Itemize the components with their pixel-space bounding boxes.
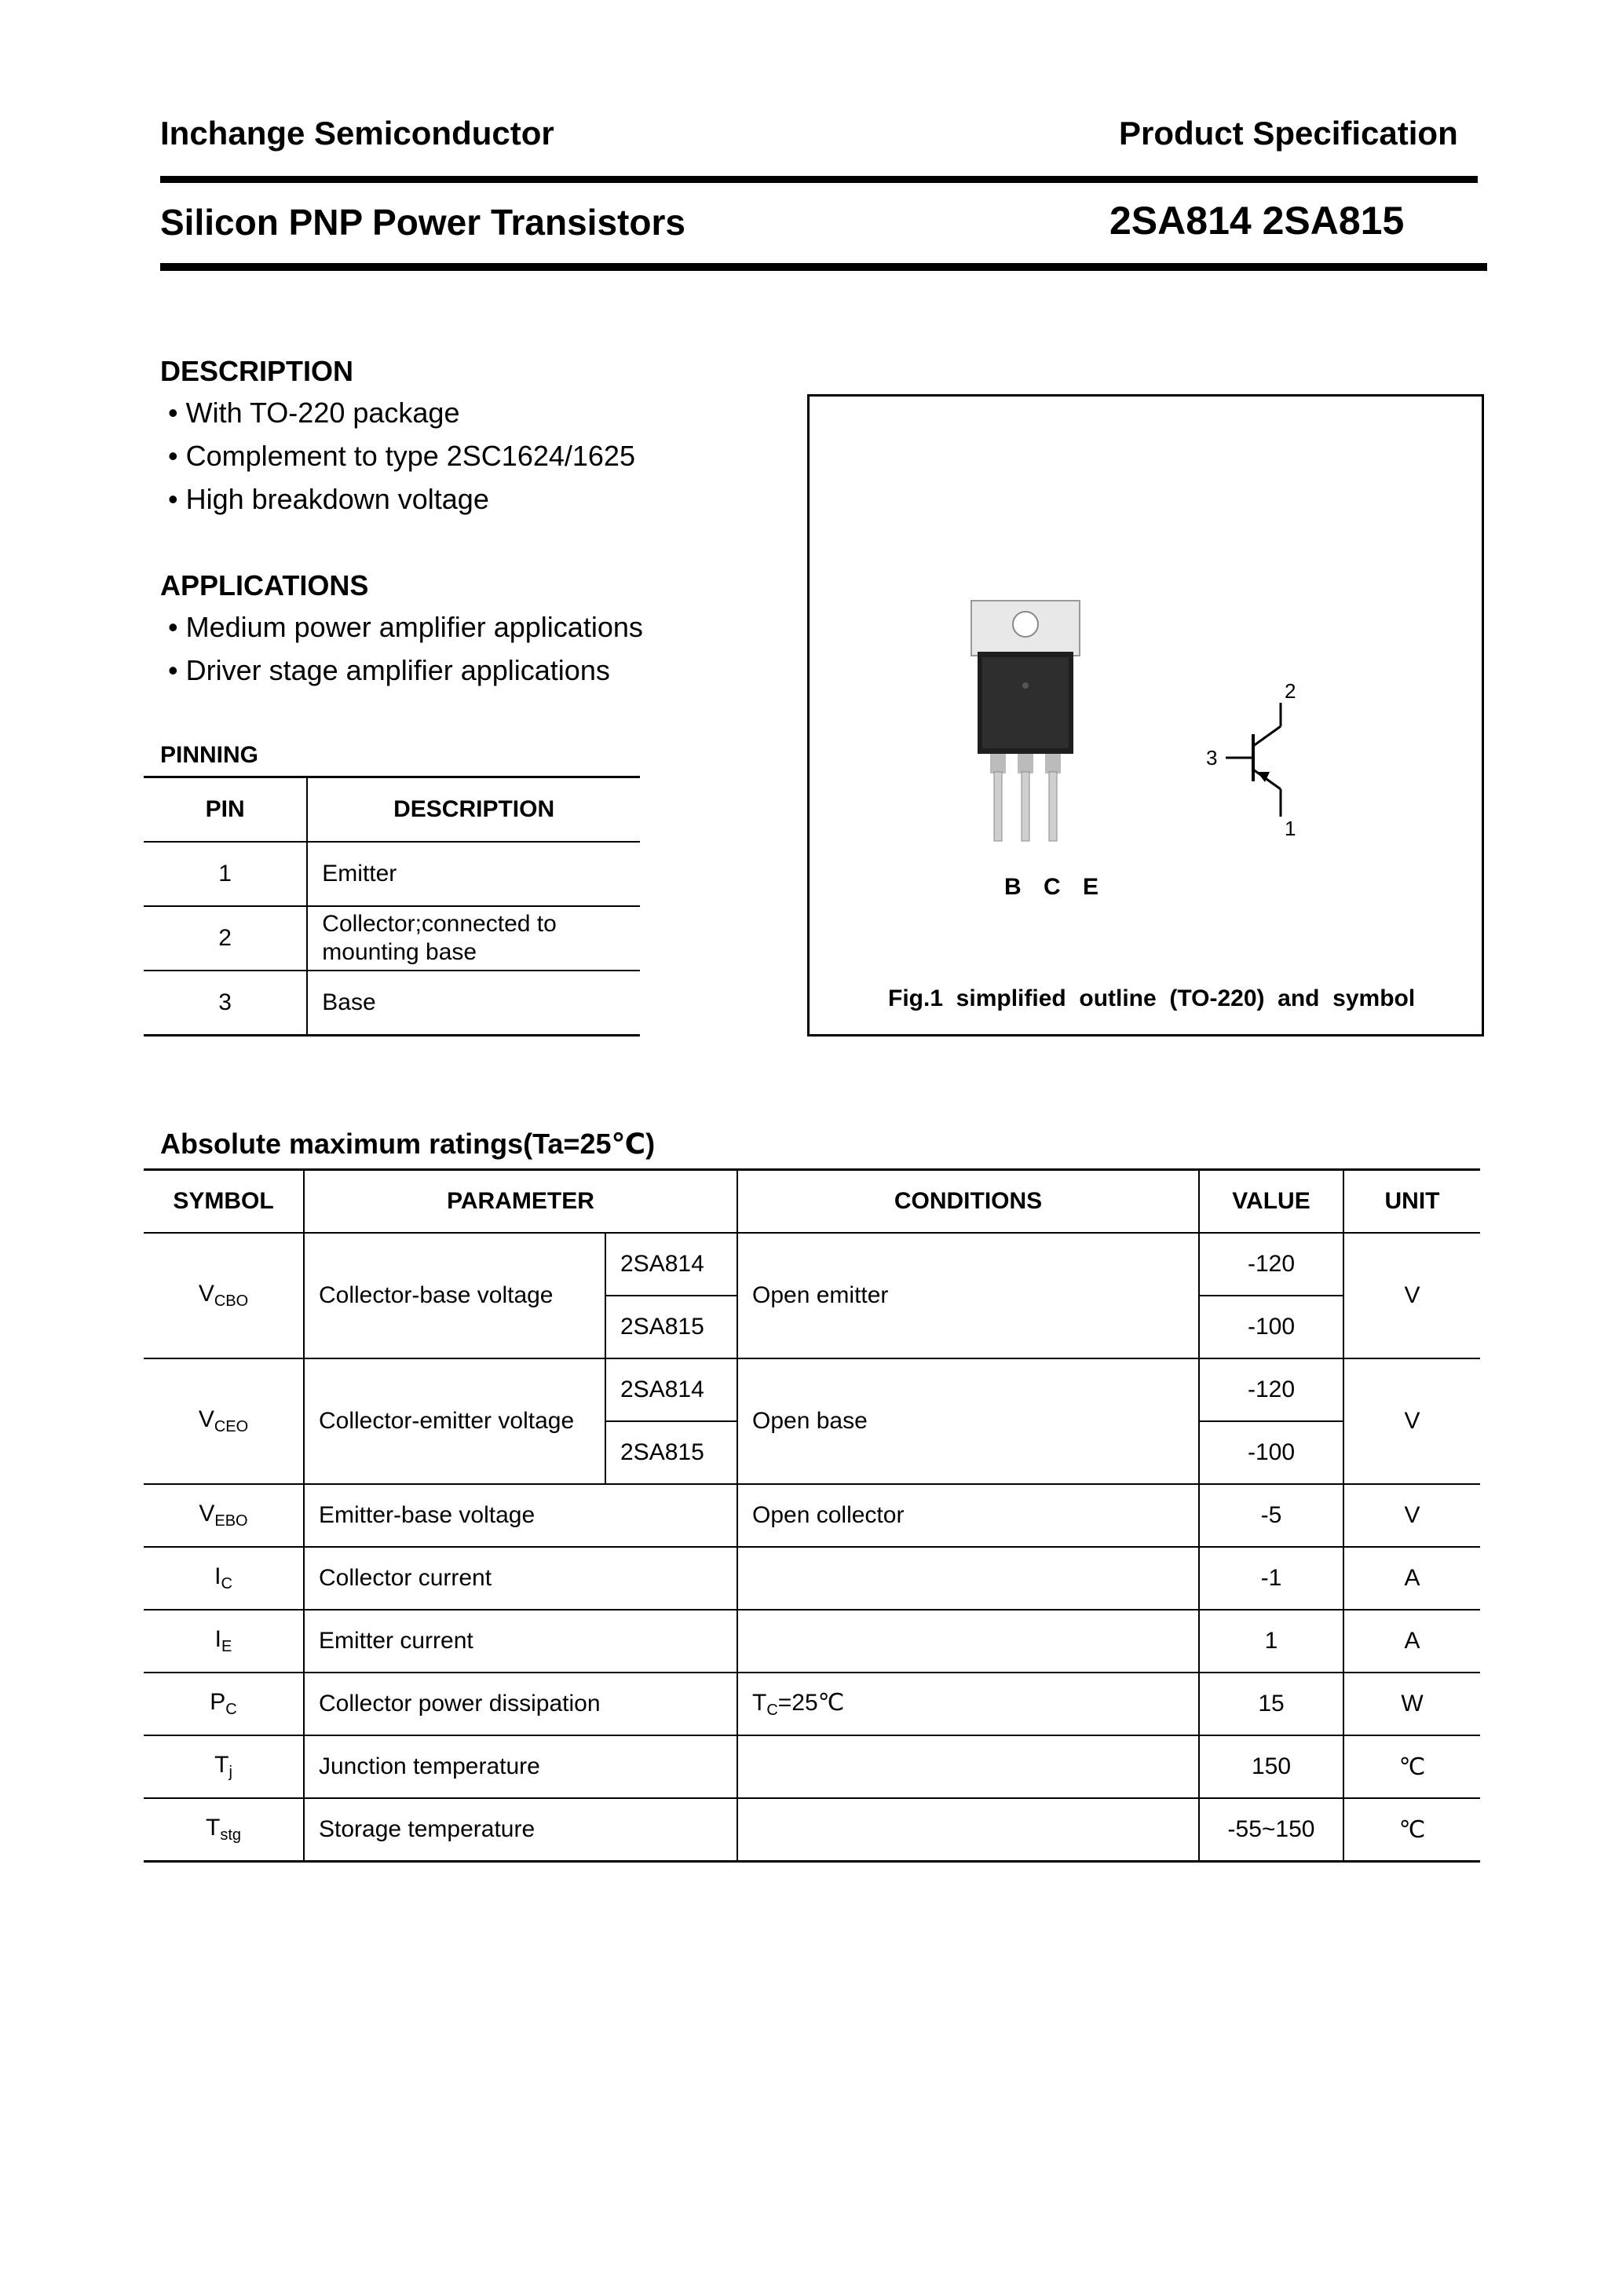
pin-description: Collector;connected to mounting base bbox=[307, 906, 640, 971]
table-row bbox=[144, 1673, 1480, 1735]
applications-title: APPLICATIONS bbox=[160, 569, 369, 601]
unit-cell: ℃ bbox=[1343, 1798, 1480, 1862]
ratings-title: Absolute maximum ratings(Ta=25℃) bbox=[160, 1128, 656, 1160]
parameter-cell: Collector power dissipation bbox=[304, 1673, 737, 1735]
value-cell: -1 bbox=[1199, 1547, 1343, 1610]
symbol-cell: $T_j$ bbox=[144, 1735, 304, 1798]
pinning-title: PINNING bbox=[160, 742, 259, 768]
unit-cell: V bbox=[1343, 1358, 1480, 1484]
table-row bbox=[144, 1358, 1480, 1421]
parameter-cell: Collector current bbox=[304, 1547, 737, 1610]
type-cell: 2SA814 bbox=[605, 1358, 737, 1421]
pin-number: 1 bbox=[144, 842, 307, 906]
conditions-cell: Open emitter bbox=[737, 1233, 1199, 1358]
table-row bbox=[144, 1735, 1480, 1798]
pin-description: Base bbox=[307, 971, 640, 1036]
type-cell: 2SA815 bbox=[605, 1296, 737, 1358]
table-row bbox=[144, 1484, 1480, 1547]
value-cell: -100 bbox=[1199, 1421, 1343, 1484]
part-numbers: 2SA814 2SA815 bbox=[1109, 199, 1405, 243]
unit-cell: V bbox=[1343, 1233, 1480, 1358]
header-rule-top bbox=[160, 176, 1478, 183]
symbol-cell: $P_C$ bbox=[144, 1673, 304, 1735]
pinning-table bbox=[144, 776, 640, 1036]
figure-caption: Fig.1 simplified outline (TO-220) and symbol bbox=[888, 985, 1416, 1011]
parameter-cell: Emitter-base voltage bbox=[304, 1484, 737, 1547]
to220-package-image bbox=[967, 593, 1084, 844]
unit-header: UNIT bbox=[1343, 1170, 1480, 1234]
table-row bbox=[144, 971, 640, 1036]
conditions-cell bbox=[737, 1798, 1199, 1862]
value-cell: 1 bbox=[1199, 1610, 1343, 1673]
unit-cell: V bbox=[1343, 1484, 1480, 1547]
value-cell: -55~150 bbox=[1199, 1798, 1343, 1862]
package-pin-labels: B C E bbox=[1004, 874, 1107, 900]
description-item: • High breakdown voltage bbox=[168, 483, 489, 515]
product-line: Silicon PNP Power Transistors bbox=[160, 202, 685, 243]
table-row bbox=[144, 1798, 1480, 1862]
header-rule-bottom bbox=[160, 263, 1487, 271]
symbol-cell: $I_C$ bbox=[144, 1547, 304, 1610]
pin-number: 2 bbox=[144, 906, 307, 971]
application-item: • Driver stage amplifier applications bbox=[168, 654, 610, 686]
ratings-table bbox=[144, 1168, 1480, 1863]
conditions-cell bbox=[737, 1735, 1199, 1798]
value-cell: -120 bbox=[1199, 1358, 1343, 1421]
symbol-base-label: 3 bbox=[1206, 746, 1218, 770]
parameter-cell: Emitter current bbox=[304, 1610, 737, 1673]
pin-description: Emitter bbox=[307, 842, 640, 906]
document-type: Product Specification bbox=[1119, 115, 1458, 152]
unit-cell: A bbox=[1343, 1610, 1480, 1673]
pin-description-header: DESCRIPTION bbox=[307, 777, 640, 843]
value-cell: 15 bbox=[1199, 1673, 1343, 1735]
value-header: VALUE bbox=[1199, 1170, 1343, 1234]
unit-cell: W bbox=[1343, 1673, 1480, 1735]
parameter-cell: Storage temperature bbox=[304, 1798, 737, 1862]
value-cell: -120 bbox=[1199, 1233, 1343, 1296]
symbol-collector-label: 2 bbox=[1285, 679, 1296, 703]
symbol-emitter-label: 1 bbox=[1285, 817, 1296, 840]
company-name: Inchange Semiconductor bbox=[160, 115, 554, 152]
symbol-cell: $I_E$ bbox=[144, 1610, 304, 1673]
description-item: • Complement to type 2SC1624/1625 bbox=[168, 440, 635, 472]
symbol-cell: $T_{stg}$ bbox=[144, 1798, 304, 1862]
figure-box bbox=[807, 394, 1484, 1036]
unit-cell: A bbox=[1343, 1547, 1480, 1610]
application-item: • Medium power amplifier applications bbox=[168, 611, 643, 643]
conditions-cell: Open collector bbox=[737, 1484, 1199, 1547]
parameter-cell: Collector-base voltage bbox=[304, 1233, 605, 1358]
symbol-cell: $V_{CBO}$ bbox=[144, 1233, 304, 1358]
value-cell: 150 bbox=[1199, 1735, 1343, 1798]
type-cell: 2SA814 bbox=[605, 1233, 737, 1296]
ratings-header-row bbox=[144, 1170, 1480, 1234]
symbol-header: SYMBOL bbox=[144, 1170, 304, 1234]
table-row bbox=[144, 1610, 1480, 1673]
table-row bbox=[144, 1233, 1480, 1296]
conditions-cell bbox=[737, 1610, 1199, 1673]
symbol-cell: $V_{EBO}$ bbox=[144, 1484, 304, 1547]
conditions-cell: $T_C=25℃$ bbox=[737, 1673, 1199, 1735]
symbol-cell: $V_{CEO}$ bbox=[144, 1358, 304, 1484]
parameter-header: PARAMETER bbox=[304, 1170, 737, 1234]
parameter-cell: Collector-emitter voltage bbox=[304, 1358, 605, 1484]
description-item: • With TO-220 package bbox=[168, 397, 460, 429]
pin-header: PIN bbox=[144, 777, 307, 843]
pin-number: 3 bbox=[144, 971, 307, 1036]
parameter-cell: Junction temperature bbox=[304, 1735, 737, 1798]
table-row bbox=[144, 842, 640, 906]
pinning-header-row bbox=[144, 777, 640, 843]
table-row bbox=[144, 906, 640, 971]
conditions-header: CONDITIONS bbox=[737, 1170, 1199, 1234]
table-row bbox=[144, 1547, 1480, 1610]
unit-cell: ℃ bbox=[1343, 1735, 1480, 1798]
value-cell: -5 bbox=[1199, 1484, 1343, 1547]
description-title: DESCRIPTION bbox=[160, 355, 354, 387]
conditions-cell bbox=[737, 1547, 1199, 1610]
type-cell: 2SA815 bbox=[605, 1421, 737, 1484]
conditions-cell: Open base bbox=[737, 1358, 1199, 1484]
value-cell: -100 bbox=[1199, 1296, 1343, 1358]
